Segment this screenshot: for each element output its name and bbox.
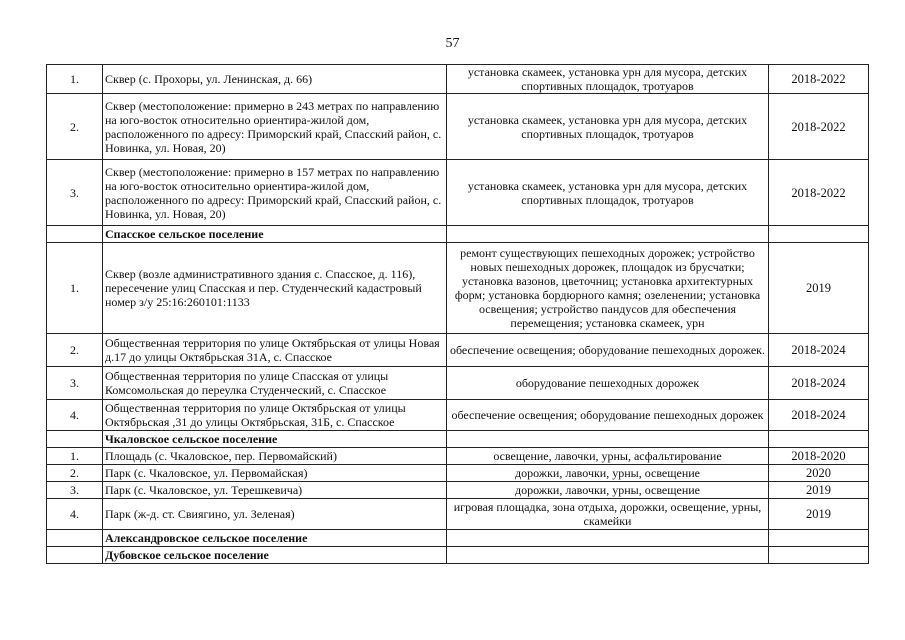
implementation-years: 2018-2024 — [769, 367, 869, 400]
row-number: 2. — [47, 465, 103, 482]
territories-table — [46, 64, 869, 564]
table-row — [47, 400, 869, 431]
planned-works: обеспечение освещения; оборудование пешеходных дорожек. — [447, 334, 769, 367]
section-row — [47, 226, 869, 243]
table-row — [47, 499, 869, 530]
implementation-years: 2018-2024 — [769, 400, 869, 431]
planned-works: установка скамеек, установка урн для мусора, детских спортивных площадок, тротуаров — [447, 160, 769, 226]
table-row — [47, 465, 869, 482]
row-number: 2. — [47, 94, 103, 160]
section-row — [47, 530, 869, 547]
section-title: Александровское сельское поселение — [103, 530, 447, 547]
object-name: Сквер (с. Прохоры, ул. Ленинская, д. 66) — [103, 65, 447, 94]
planned-works: ремонт существующих пешеходных дорожек; устройство новых пешеходных дорожек, площадок из брусчатки; установка вазонов, цветочниц; установка архитектурных форм; установка бордюрного камня; озеленении; установка освещения; устройство пандусов для обеспечения перемещения; установка скамеек, урн — [447, 243, 769, 334]
object-name: Парк (с. Чкаловское, ул. Первомайская) — [103, 465, 447, 482]
planned-works: обеспечение освещения; оборудование пешеходных дорожек — [447, 400, 769, 431]
object-name: Парк (ж-д. ст. Свиягино, ул. Зеленая) — [103, 499, 447, 530]
object-name: Общественная территория по улице Октябрьская от улицы Октябрьская ,31 до улицы Октябрьская, 31Б, с. Спасское — [103, 400, 447, 431]
planned-works: дорожки, лавочки, урны, освещение — [447, 482, 769, 499]
object-name: Сквер (возле административного здания с. Спасское, д. 116), пересечение улиц Спасская и пер. Студенческий кадастровый номер з/у 25:16:260101:1133 — [103, 243, 447, 334]
planned-works: дорожки, лавочки, урны, освещение — [447, 465, 769, 482]
table-row — [47, 160, 869, 226]
implementation-years: 2019 — [769, 482, 869, 499]
section-title: Спасское сельское поселение — [103, 226, 447, 243]
object-name: Общественная территория по улице Октябрьская от улицы Новая д.17 до улицы Октябрьская 31А, с. Спасское — [103, 334, 447, 367]
implementation-years: 2018-2020 — [769, 448, 869, 465]
row-number: 1. — [47, 65, 103, 94]
row-number: 3. — [47, 482, 103, 499]
object-name: Общественная территория по улице Спасская от улицы Комсомольская до переулка Студенческий, с. Спасское — [103, 367, 447, 400]
implementation-years: 2018-2022 — [769, 160, 869, 226]
row-number: 2. — [47, 334, 103, 367]
planned-works: установка скамеек, установка урн для мусора, детских спортивных площадок, тротуаров — [447, 94, 769, 160]
section-row — [47, 547, 869, 564]
planned-works: оборудование пешеходных дорожек — [447, 367, 769, 400]
planned-works: игровая площадка, зона отдыха, дорожки, освещение, урны, скамейки — [447, 499, 769, 530]
planned-works: освещение, лавочки, урны, асфальтирование — [447, 448, 769, 465]
table-row — [47, 94, 869, 160]
page-number: 57 — [445, 36, 460, 51]
row-number: 1. — [47, 448, 103, 465]
implementation-years: 2020 — [769, 465, 869, 482]
table-row — [47, 367, 869, 400]
section-row — [47, 431, 869, 448]
row-number: 1. — [47, 243, 103, 334]
implementation-years: 2018-2024 — [769, 334, 869, 367]
implementation-years: 2019 — [769, 499, 869, 530]
row-number: 3. — [47, 160, 103, 226]
row-number: 3. — [47, 367, 103, 400]
table-row — [47, 482, 869, 499]
table-row — [47, 65, 869, 94]
object-name: Сквер (местоположение: примерно в 243 метрах по направлению на юго-восток относительно ориентира-жилой дом, расположенного по адресу: Приморский край, Спасский район, с. Новинка, ул. Новая, 20) — [103, 94, 447, 160]
object-name: Сквер (местоположение: примерно в 157 метрах по направлению на юго-восток относительно ориентира-жилой дом, расположенного по адресу: Приморский край, Спасский район, с. Новинка, ул. Новая, 20) — [103, 160, 447, 226]
table-row — [47, 334, 869, 367]
table-row — [47, 448, 869, 465]
section-title: Чкаловское сельское поселение — [103, 431, 447, 448]
implementation-years: 2019 — [769, 243, 869, 334]
implementation-years: 2018-2022 — [769, 94, 869, 160]
table-row — [47, 243, 869, 334]
row-number: 4. — [47, 499, 103, 530]
object-name: Площадь (с. Чкаловское, пер. Первомайский) — [103, 448, 447, 465]
implementation-years: 2018-2022 — [769, 65, 869, 94]
row-number: 4. — [47, 400, 103, 431]
section-title: Дубовское сельское поселение — [103, 547, 447, 564]
object-name: Парк (с. Чкаловское, ул. Терешкевича) — [103, 482, 447, 499]
planned-works: установка скамеек, установка урн для мусора, детских спортивных площадок, тротуаров — [447, 65, 769, 94]
